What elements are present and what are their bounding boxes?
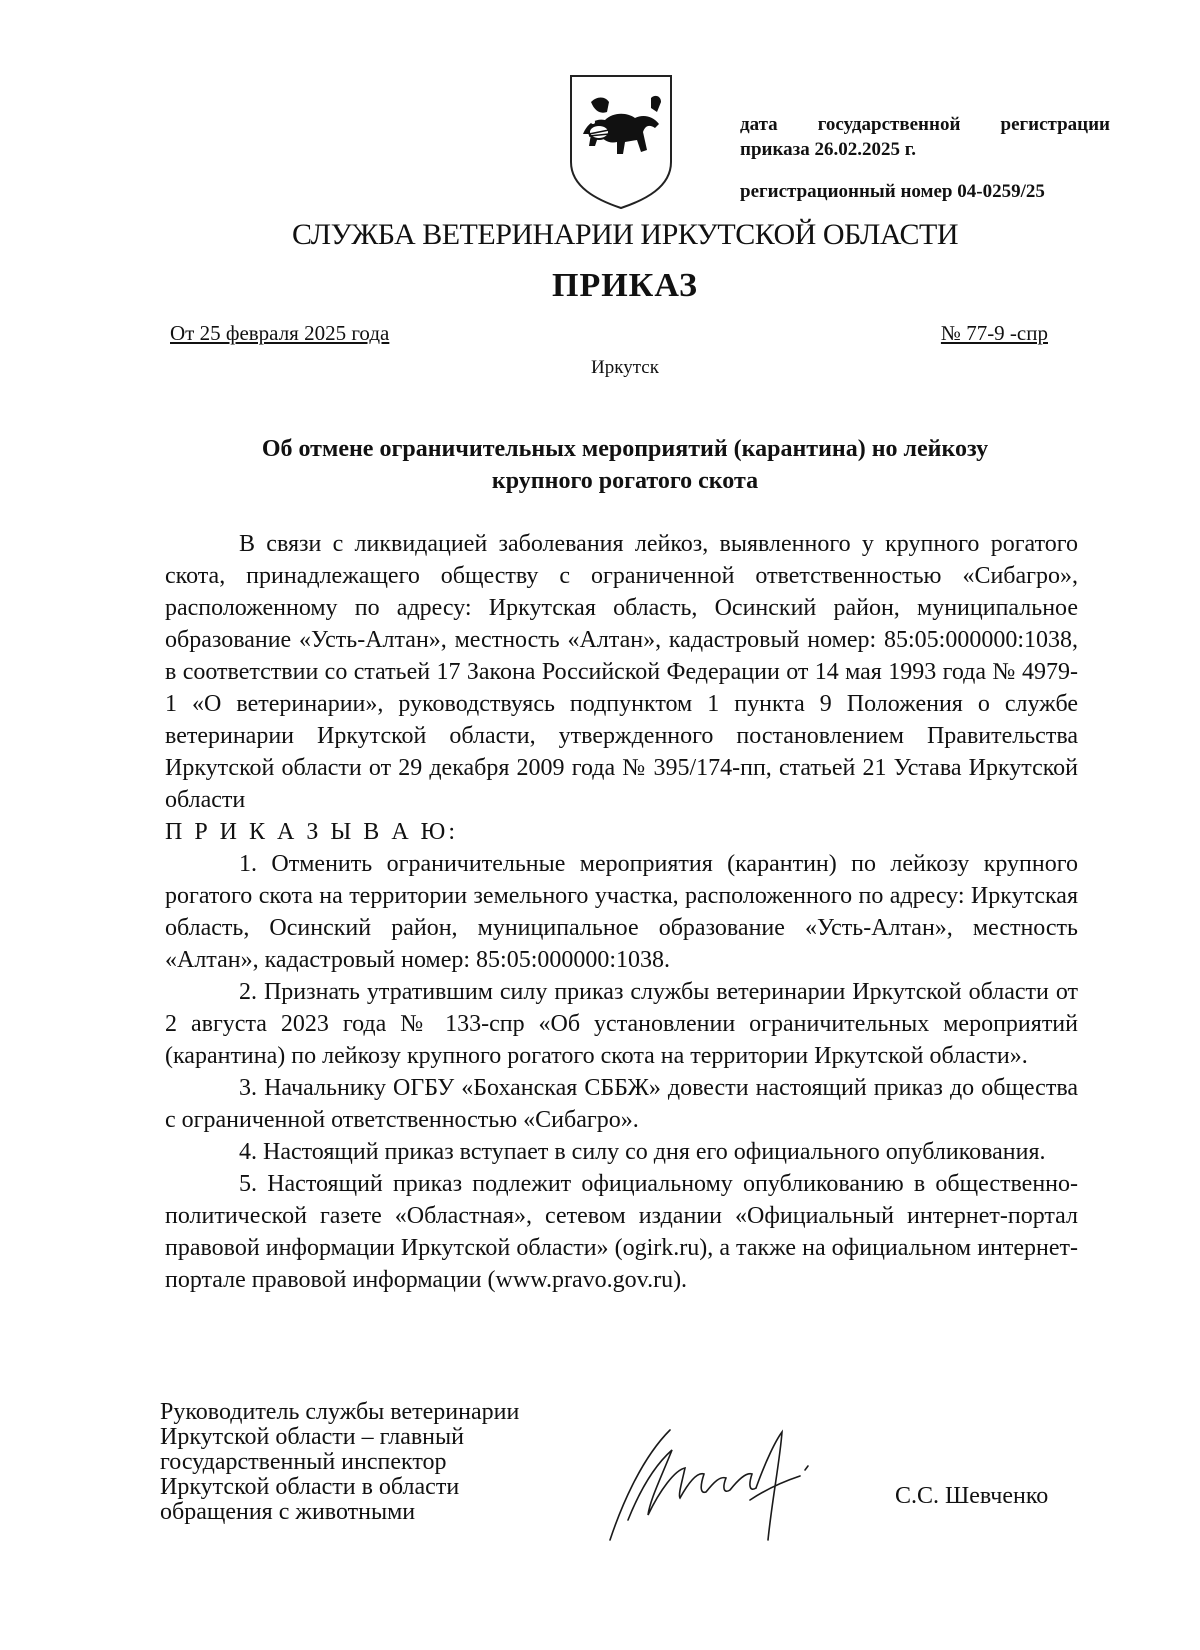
registration-date: приказа 26.02.2025 г. [740,139,916,160]
registration-word: государственной [817,114,961,135]
document-type: ПРИКАЗ [552,267,698,304]
title-line: Об отмене ограничительных мероприятий (карантина) но лейкозу [261,436,989,462]
signer-position-line: обращения с животными [160,1499,416,1525]
signer-position-line: Руководитель службы ветеринарии [160,1399,520,1425]
registration-line-1 [740,112,1110,137]
agency-name: СЛУЖБА ВЕТЕРИНАРИИ ИРКУТСКОЙ ОБЛАСТИ [292,218,958,251]
order-date: От 25 февраля 2025 года [170,321,390,345]
registration-number: регистрационный номер 04-0259/25 [740,181,1045,202]
document-title [150,433,1100,497]
signer-position-line: Иркутской области в области [160,1474,460,1500]
order-item: 3. Начальнику ОГБУ «Боханская СББЖ» довести настоящий приказ до общества с ограниченной ответственностью «Сибагро». [165,1075,1078,1133]
signer-name: С.С. Шевченко [895,1483,1049,1509]
preamble-paragraph: В связи с ликвидацией заболевания лейкоз, выявленного у крупного рогатого скота, принадлежащего обществу с ограниченной ответственностью «Сибагро», расположенному по адресу: Иркутская область, Осинский район, муниципальное образование «Усть-Алтан», местность «Алтан», кадастровый номер: 85:05:000000:1038, в соответствии со статьей 17 Закона Российской Федерации от 14 мая 1993 года № 4979-1 «О ветеринарии», руководствуясь подпунктом 1 пункта 9 Положения о службе ветеринарии Иркутской области, утвержденного постановлением Правительства Иркутской области от 29 декабря 2009 года № 395/174-пп, статьей 21 Устава Иркутской области [165,531,1078,813]
registration-word: регистрации [1000,114,1110,135]
registration-block [740,112,1110,204]
order-number: № 77-9 -спр [940,321,1048,345]
order-item: 4. Настоящий приказ вступает в силу со дня его официального опубликования. [239,1139,1046,1165]
order-item: 1. Отменить ограничительные мероприятия (карантин) по лейкозу крупного рогатого скота на территории земельного участка, расположенного по адресу: Иркутская область, Осинский район, муниципальное образование «Усть-Алтан», местность «Алтан», кадастровый номер: 85:05:000000:1038. [165,851,1078,973]
signer-position-line: Иркутской области – главный [160,1424,464,1450]
order-item: 2. Признать утратившим силу приказ службы ветеринарии Иркутской области от 2 августа 2023 года № 133-спр «Об установлении ограничительных мероприятий (карантина) по лейкозу крупного рогатого скота на территории Иркутской области». [165,979,1078,1069]
city: Иркутск [591,357,659,378]
signature-icon [600,1420,840,1550]
signer-position [160,1400,630,1525]
document-body [165,528,1078,1296]
registration-word: дата [740,114,778,135]
coat-of-arms-icon [565,72,677,212]
signer-position-line: государственный инспектор [160,1449,447,1475]
order-item: 5. Настоящий приказ подлежит официальному опубликованию в общественно-политической газете «Областная», сетевом издании «Официальный интернет-портал правовой информации Иркутской области» (ogirk.ru), а также на официальном интернет-портале правовой информации (www.pravo.gov.ru). [165,1171,1078,1293]
order-word: П Р И К А З Ы В А Ю: [165,819,458,845]
title-line: крупного рогатого скота [491,468,759,494]
